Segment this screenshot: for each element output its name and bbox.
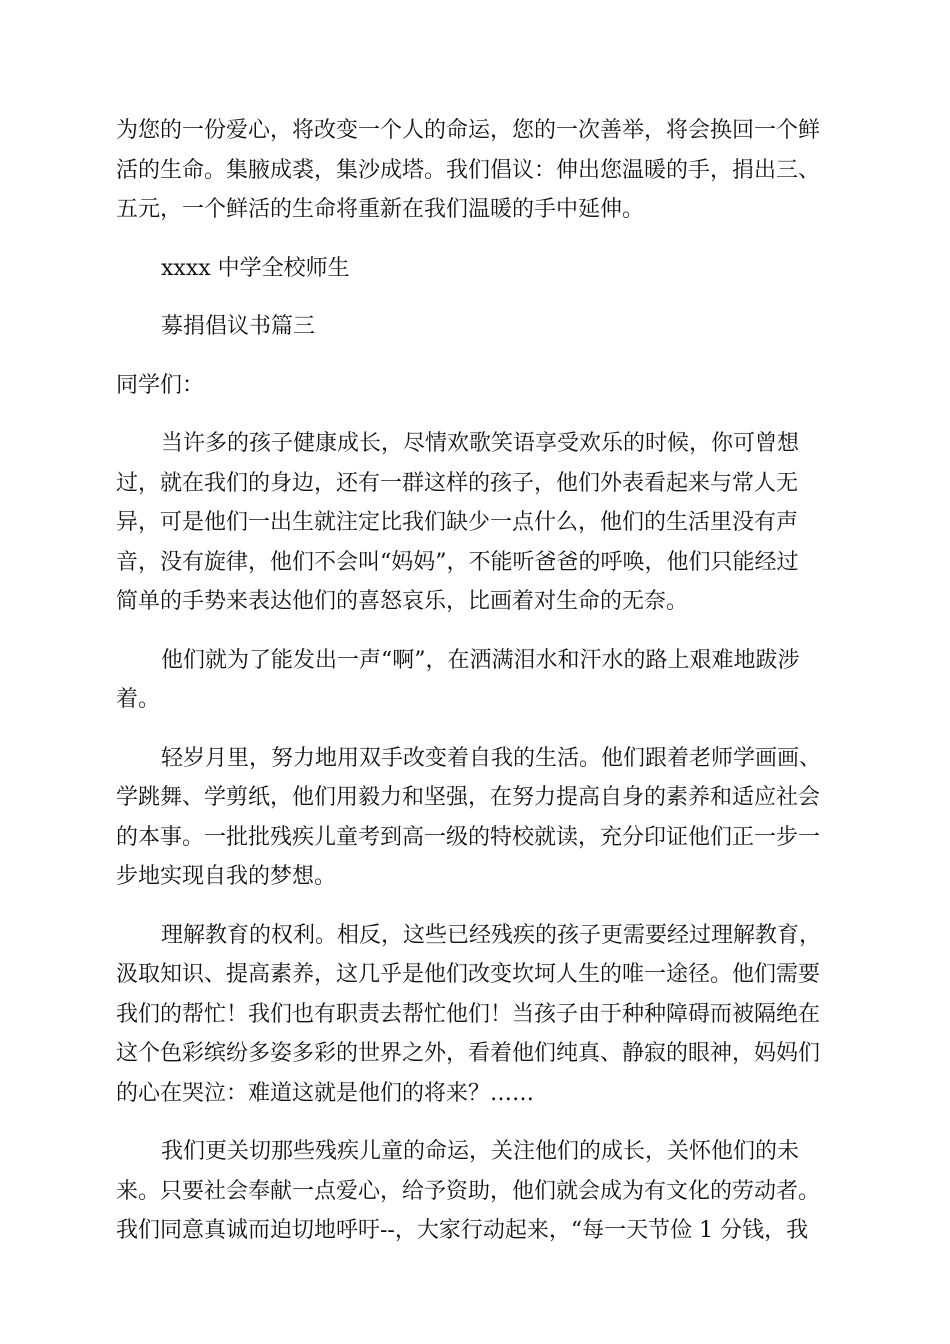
paragraph-line: 当许多的孩子健康成长，尽情欢歌笑语享受欢乐的时候，你可曾想 [161, 431, 800, 456]
paragraph-line: 汲取知识、提高素养，这几乎是他们改变坎坷人生的唯一途径。他们需要 [116, 962, 821, 987]
paragraph-line: 的心在哭泣：难道这就是他们的将来？…… [116, 1080, 535, 1106]
paragraph-line: 五元，一个鲜活的生命将重新在我们温暖的手中延伸。 [116, 197, 645, 222]
paragraph-line: 我们更关切那些残疾儿童的命运，关注他们的成长，关怀他们的未 [161, 1139, 800, 1164]
paragraph-line: 简单的手势来表达他们的喜怒哀乐，比画着对生命的无奈。 [116, 589, 689, 614]
section-heading: 募捐倡议书篇三 [161, 314, 316, 339]
paragraph-line: 我们的帮忙！我们也有职责去帮忙他们！当孩子由于种种障碍而被隔绝在 [116, 1001, 821, 1027]
paragraph-2 [116, 424, 836, 622]
paragraph-line: 音，没有旋律，他们不会叫“妈妈”，不能听爸爸的呼唤，他们只能经过 [116, 549, 799, 575]
paragraph-line: 这个色彩缤纷多姿多彩的世界之外，看着他们纯真、静寂的眼神，妈妈们 [116, 1041, 821, 1066]
paragraph-line: 的本事。一批批残疾儿童考到高一级的特校就读，充分印证他们正一步一 [116, 824, 821, 850]
paragraph-line: 来。只要社会奉献一点爱心，给予资助，他们就会成为有文化的劳动者。 [116, 1178, 821, 1204]
paragraph-4 [116, 739, 836, 897]
paragraph-line: 学跳舞、学剪纸，他们用毅力和坚强，在努力提高自身的素养和适应社会 [116, 785, 821, 810]
paragraph-line: 为您的一份爱心，将改变一个人的命运，您的一次善举，将会换回一个鲜 [116, 118, 821, 143]
signature: xxxx 中学全校师生 [161, 255, 350, 281]
paragraph-line: 轻岁月里，努力地用双手改变着自我的生活。他们跟着老师学画画、 [161, 745, 822, 771]
document-page [116, 111, 836, 1270]
paragraph-5 [116, 916, 836, 1114]
paragraph-line: 活的生命。集腋成裘，集沙成塔。我们倡议：伸出您温暖的手，捐出三、 [116, 157, 821, 183]
paragraph-line: 异，可是他们一出生就注定比我们缺少一点什么，他们的生活里没有声 [116, 510, 799, 535]
paragraph-3 [116, 641, 836, 720]
paragraph-line: 着。 [116, 687, 161, 712]
paragraph-line: 他们就为了能发出一声“啊”，在洒满泪水和汗水的路上艰难地跋涉 [161, 647, 800, 673]
paragraph-line: 理解教育的权利。相反，这些已经残疾的孩子更需要经过理解教育， [161, 922, 822, 948]
salutation: 同学们： [116, 372, 205, 398]
paragraph-1 [116, 111, 836, 230]
paragraph-line: 过，就在我们的身边，还有一群这样的孩子，他们外表看起来与常人无 [116, 470, 799, 496]
paragraph-line: 我们同意真诚而迫切地呼吁--，大家行动起来，“每一天节俭 1 分钱，我 [116, 1218, 809, 1243]
paragraph-6 [116, 1132, 836, 1251]
paragraph-line: 步地实现自我的梦想。 [116, 864, 337, 889]
